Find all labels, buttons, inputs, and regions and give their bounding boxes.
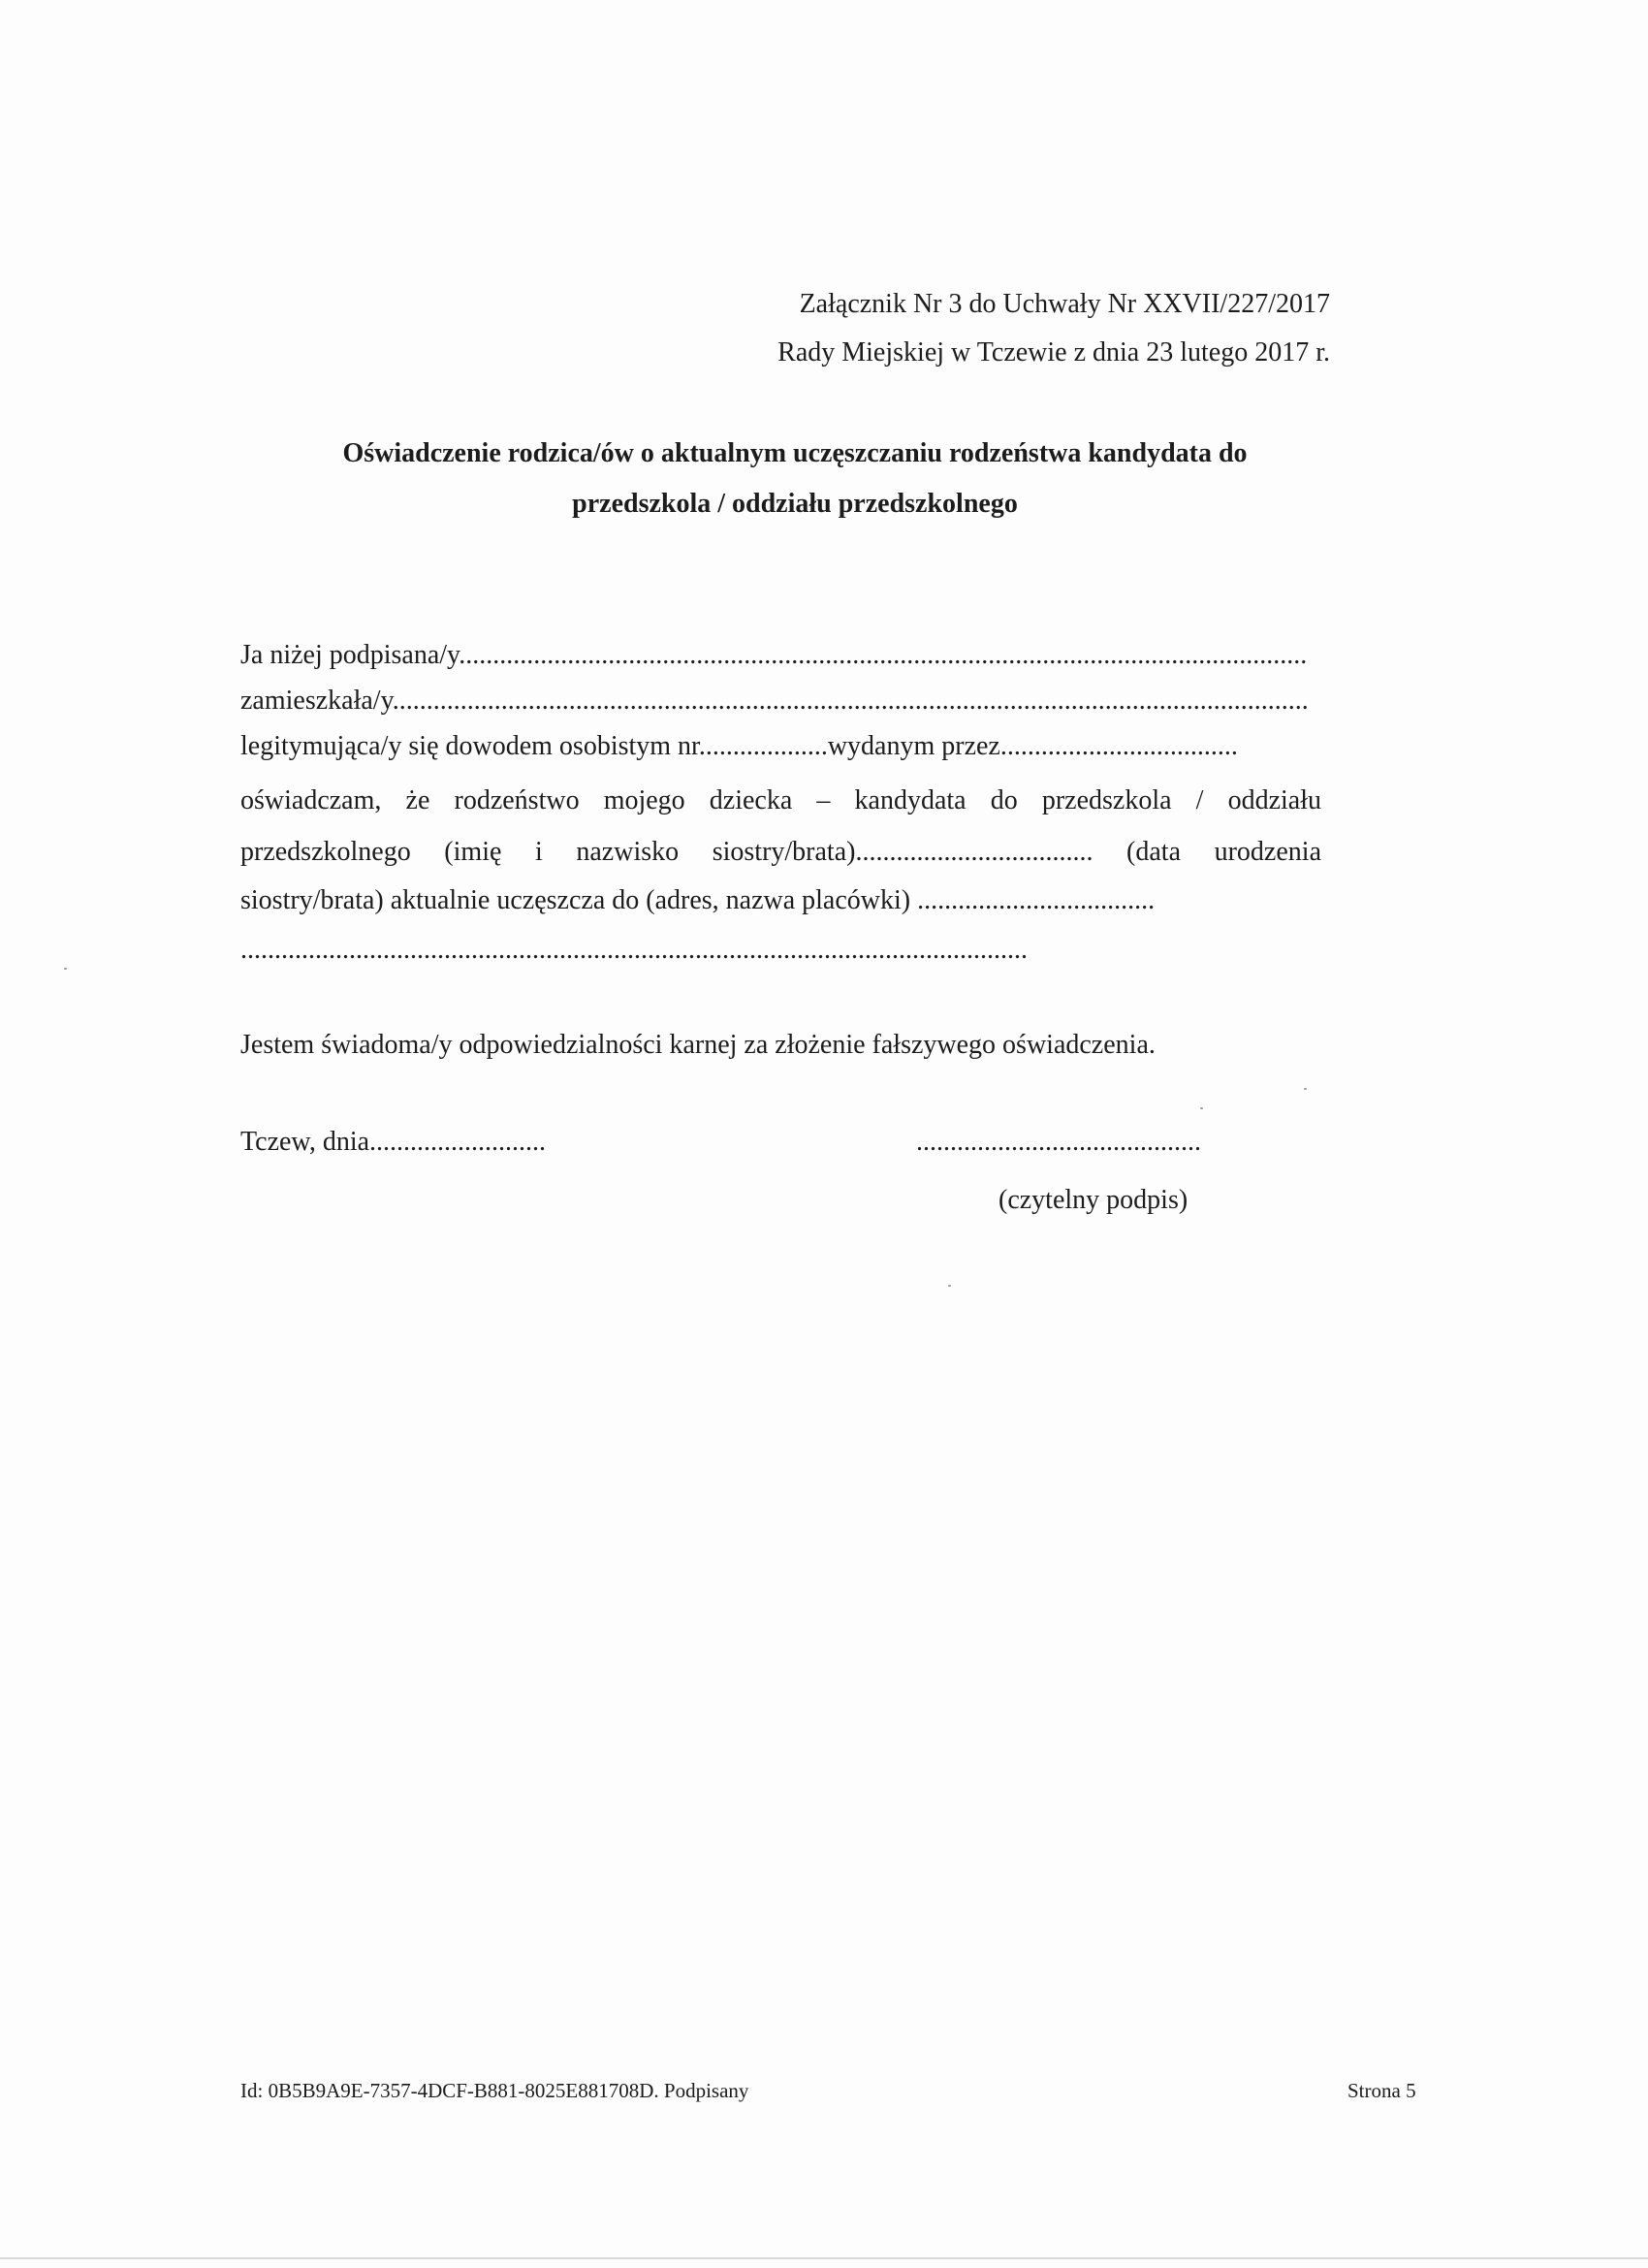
- declaration-line-2: przedszkolnego (imię i nazwisko siostry/brata)................................... (data urodzenia: [240, 837, 1321, 867]
- criminal-liability-statement: Jestem świadoma/y odpowiedzialności karnej za złożenie fałszywego oświadczenia.: [240, 1030, 1156, 1060]
- signer-name-field-line: Ja niżej podpisana/y.............................................................................................................................: [240, 640, 1308, 670]
- signer-address-field-line: zamieszkała/y.......................................................................................................................................: [240, 686, 1309, 716]
- id-document-field-line: legitymująca/y się dowodem osobistym nr...................wydanym przez...................................: [240, 731, 1238, 761]
- declaration-line-3: siostry/brata) aktualnie uczęszcza do (adres, nazwa placówki) ...................................: [240, 885, 1156, 915]
- declaration-line-1: oświadczam, że rodzeństwo mojego dziecka – kandydata do przedszkola / oddziału: [240, 785, 1321, 815]
- scan-bottom-edge: [0, 2257, 1648, 2259]
- scan-speck: [1304, 1088, 1307, 1090]
- place-date-field: Tczew, dnia..........................: [240, 1127, 547, 1157]
- document-title-line-2: przedszkola / oddziału przedszkolnego: [572, 489, 1018, 519]
- footer-page-number: Strona 5: [1347, 2079, 1416, 2102]
- scan-speck: [64, 968, 67, 970]
- attachment-reference-line-2: Rady Miejskiej w Tczewie z dnia 23 lutego 2017 r.: [777, 337, 1330, 367]
- address-continuation-dots: ....................................................................................................................: [240, 935, 1028, 965]
- document-title-line-1: Oświadczenie rodzica/ów o aktualnym uczęszczaniu rodzeństwa kandydata do: [342, 438, 1248, 468]
- attachment-reference-line-1: Załącznik Nr 3 do Uchwały Nr XXVII/227/2017: [799, 289, 1330, 319]
- scan-speck: [948, 1285, 951, 1287]
- signature-line: ..........................................: [916, 1127, 1201, 1157]
- signature-label: (czytelny podpis): [998, 1185, 1188, 1215]
- footer-document-id: Id: 0B5B9A9E-7357-4DCF-B881-8025E881708D. Podpisany: [240, 2079, 749, 2102]
- scan-speck: [1200, 1107, 1203, 1109]
